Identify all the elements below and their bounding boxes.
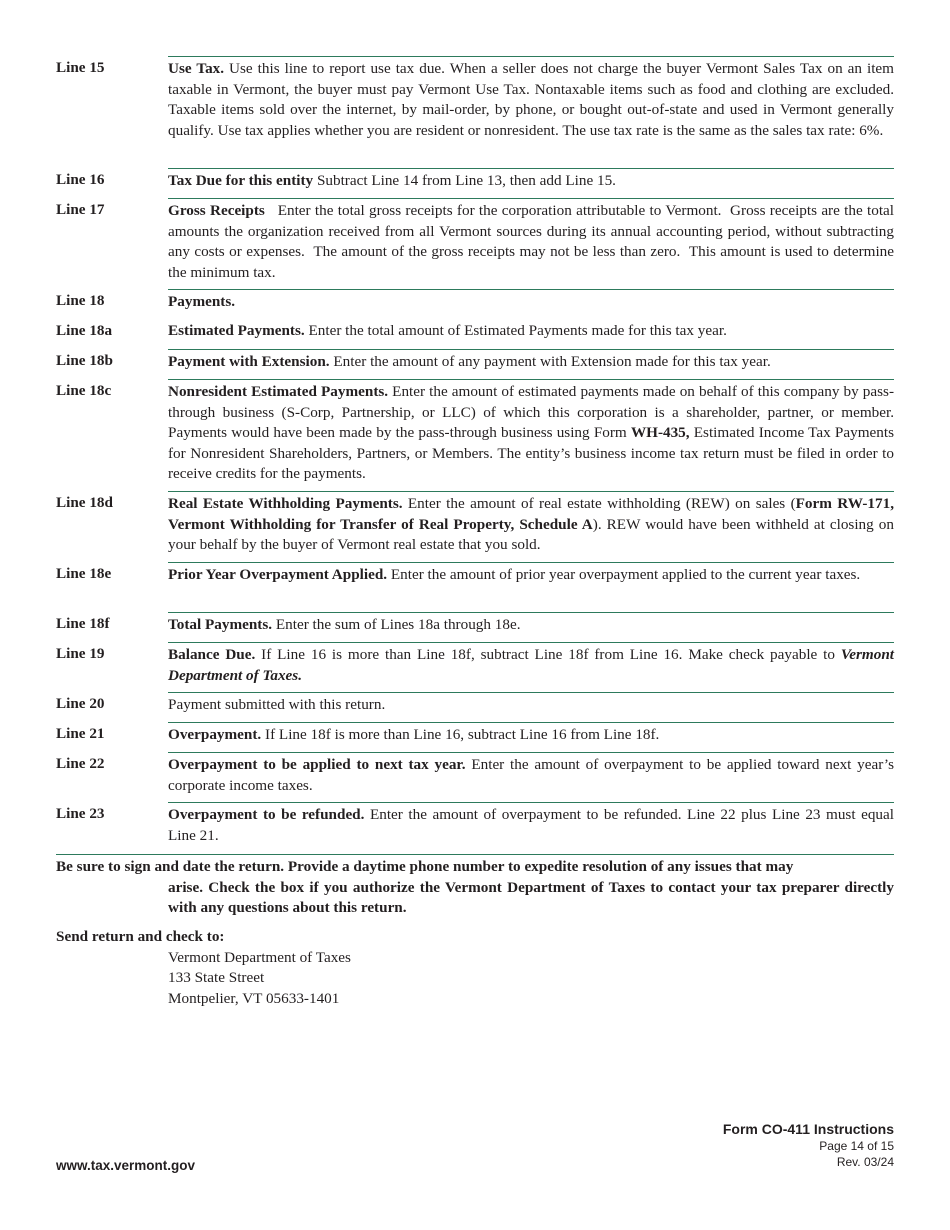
line-description: Estimated Payments. Enter the total amount of Estimated Payments made for this tax year. [168,322,727,339]
sign-line-rest: arise. Check the box if you authorize the Vermont Department of Taxes to contact your tax preparer directly with any questions about this return. [168,878,894,916]
line-label: Line 18 [56,292,105,309]
line-description: Tax Due for this entity Subtract Line 14 from Line 13, then add Line 15. [168,168,894,198]
line-label: Line 18e [56,565,112,582]
signature-reminder [56,854,894,919]
mailing-heading: Send return and check to: [56,928,225,945]
instruction-row [56,198,898,289]
mailing-address-line: Vermont Department of Taxes [168,948,351,966]
instruction-row [56,168,894,198]
line-instructions [56,56,898,852]
instruction-row [56,491,894,562]
form-name: Form CO-411 Instructions [722,1121,894,1137]
mailing-address-line: Montpelier, VT 05633-1401 [168,989,340,1007]
revision-date: Rev. 03/24 [836,1155,894,1169]
line-label: Line 17 [56,201,105,218]
line-label: Line 18d [56,494,113,511]
instruction-row [56,349,894,379]
instruction-row [56,379,894,491]
form-footer [723,1121,894,1170]
line-description: Real Estate Withholding Payments. Enter the amount of real estate withholding (REW) on sales (Form RW-171, Vermont Withholding for Transfer of Real Property, Schedule A). REW would have been withheld at closing on your behalf by the buyer of Vermont real estate that you sold. [168,491,894,562]
line-label: Line 22 [56,755,105,772]
instruction-row [56,56,894,168]
line-label: Line 18a [56,322,113,339]
line-description: Payments. [168,289,894,319]
line-label: Line 18b [56,352,113,369]
instruction-row [56,722,894,752]
line-label: Line 16 [56,171,105,188]
instruction-row [56,612,894,642]
instruction-row [56,802,894,852]
sign-line-first: Be sure to sign and date the return. Provide a daytime phone number to expedite resolution of any issues that may [56,858,794,875]
mailing-section [56,927,351,1009]
line-description: Use Tax. Use this line to report use tax due. When a seller does not charge the buyer Vermont Sales Tax on an item taxable in Vermont, the buyer must pay Vermont Use Tax. Nontaxable items such as food and clothing are excluded. Taxable items sold over the internet, by mail-order, by phone, or bought out-of-state and used in Vermont generally qualify. Use tax applies whether you are resident or nonresident. The use tax rate is the same as the sales tax rate: 6%. [168,56,894,168]
line-label: Line 21 [56,725,105,742]
instruction-row [56,562,894,612]
line-label: Line 18c [56,382,112,399]
line-description: Overpayment to be applied to next tax year. Enter the amount of overpayment to be applied toward next year’s corporate income taxes. [168,752,894,802]
instruction-row [56,289,894,319]
mailing-address-line: 133 State Street [168,969,265,986]
line-label: Line 20 [56,695,105,712]
instruction-row [56,692,894,722]
line-description: Payment with Extension. Enter the amount of any payment with Extension made for this tax year. [168,349,894,379]
website-link[interactable]: www.tax.vermont.gov [56,1158,196,1173]
line-description: Prior Year Overpayment Applied. Enter the amount of prior year overpayment applied to the current year taxes. [168,562,894,612]
line-label: Line 23 [56,805,105,822]
line-label: Line 19 [56,645,105,662]
line-description: Total Payments. Enter the sum of Lines 18a through 18e. [168,612,894,642]
line-description: Overpayment to be refunded. Enter the amount of overpayment to be refunded. Line 22 plus Line 23 must equal Line 21. [168,802,894,852]
line-description: Gross Receipts Enter the total gross receipts for the corporation attributable to Vermont. Gross receipts are the total amounts the organization received from all Vermont sources during its annual accounting period, without subtracting any costs or expenses. The amount of the gross receipts may not be less than zero. This amount is used to determine the minimum tax. [168,198,894,289]
line-label: Line 15 [56,59,105,76]
line-description: Payment submitted with this return. [168,692,894,722]
line-description: Balance Due. If Line 16 is more than Line 18f, subtract Line 18f from Line 16. Make check payable to Vermont Department of Taxes. [168,642,894,692]
instruction-row [56,752,894,802]
instruction-row [56,642,894,692]
line-label: Line 18f [56,615,110,632]
page-number: Page 14 of 15 [819,1139,894,1153]
line-description: Nonresident Estimated Payments. Enter the amount of estimated payments made on behalf of this company by pass-through business (S-Corp, Partnership, or LLC) of which this corporation is a shareholder, partner, or member. Payments would have been made by the pass-through business using Form WH-435, Estimated Income Tax Payments for Nonresident Shareholders, Partners, or Members. The entity’s business income tax return must be filed in order to receive credits for the payments. [168,379,894,491]
line-description: Overpayment. If Line 18f is more than Line 16, subtract Line 16 from Line 18f. [168,722,894,752]
instruction-row [56,319,894,349]
